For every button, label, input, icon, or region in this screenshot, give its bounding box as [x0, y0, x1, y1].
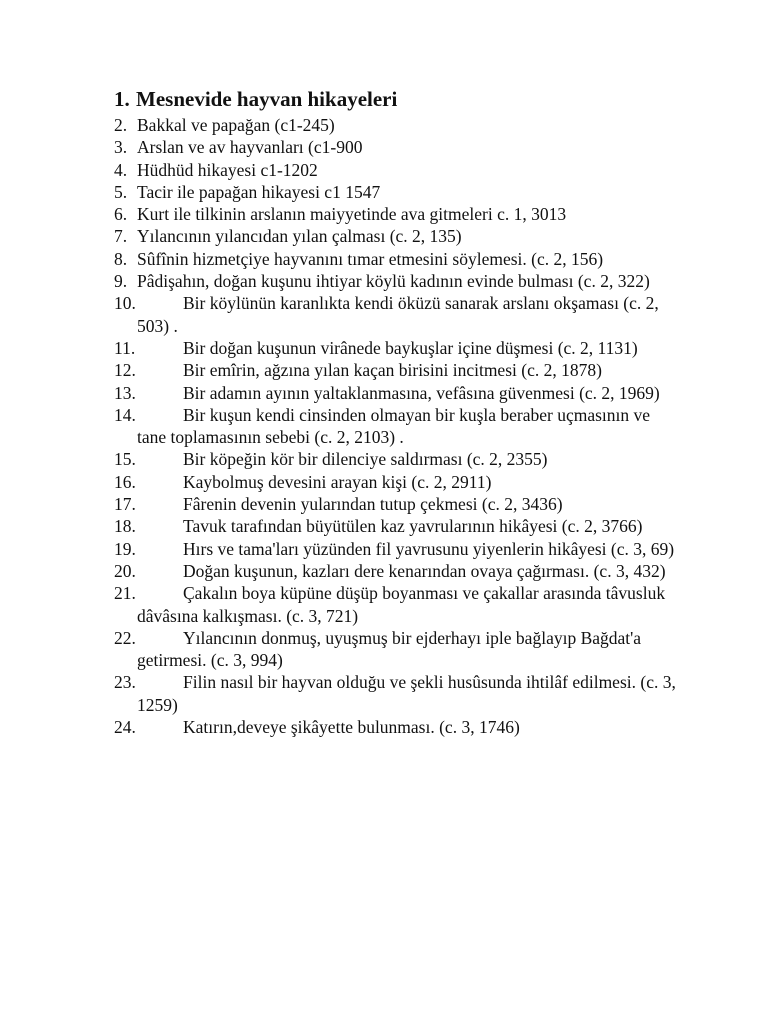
list-item: [114, 515, 679, 537]
list-item: [114, 671, 679, 716]
item-text: Fârenin devenin yularından tutup çekmesi (c. 2, 3436): [183, 494, 563, 515]
list-item: [114, 114, 679, 136]
item-text: Çakalın boya küpüne düşüp boyanması ve çakallar arasında tâvusluk dâvâsına kalkışması. (c. 3, 721): [137, 583, 666, 626]
list-item: [114, 582, 679, 627]
item-number: 12.: [114, 360, 136, 381]
item-text: Bir kuşun kendi cinsinden olmayan bir kuşla beraber uçmasının ve tane toplamasının sebebi (c. 2, 2103) .: [137, 404, 651, 448]
item-text: Hüdhüd hikayesi c1-1202: [137, 159, 318, 180]
list-item: [114, 292, 679, 337]
item-number: 19.: [114, 538, 136, 559]
item-number: 18.: [114, 516, 136, 537]
document-heading: [114, 86, 679, 112]
item-text: Hırs ve tama'ları yüzünden fil yavrusunu yiyenlerin hikâyesi (c. 3, 69): [183, 538, 675, 559]
list-item: [114, 359, 679, 381]
list-item: [114, 560, 679, 582]
list-item: [114, 627, 679, 672]
item-number: 21.: [114, 583, 136, 604]
item-number: 11.: [114, 337, 136, 358]
item-number: 8.: [114, 248, 128, 269]
list-item: [114, 181, 679, 203]
item-number: 14.: [114, 404, 136, 425]
list-item: [114, 471, 679, 493]
list-item: [114, 716, 679, 738]
list-item: [114, 225, 679, 247]
item-text: Kurt ile tilkinin arslanın maiyyetinde ava gitmeleri c. 1, 3013: [137, 204, 567, 225]
list-item: [114, 270, 679, 292]
item-number: 24.: [114, 717, 136, 738]
list-item: [114, 136, 679, 158]
list-item: [114, 248, 679, 270]
item-number: 4.: [114, 159, 128, 180]
item-text: Tavuk tarafından büyütülen kaz yavrularının hikâyesi (c. 2, 3766): [183, 516, 643, 537]
item-number: 15.: [114, 449, 136, 470]
list-item: [114, 159, 679, 181]
item-number: 16.: [114, 471, 136, 492]
list-item: [114, 382, 679, 404]
item-text: Bir emîrin, ağzına yılan kaçan birisini incitmesi (c. 2, 1878): [183, 360, 602, 381]
item-number: 20.: [114, 560, 136, 581]
story-list: [114, 114, 679, 738]
item-number: 5.: [114, 181, 128, 202]
item-number: 22.: [114, 627, 136, 648]
item-text: Bir köpeğin kör bir dilenciye saldırması (c. 2, 2355): [183, 449, 548, 470]
document-page: [114, 86, 679, 738]
item-number: 6.: [114, 204, 128, 225]
item-text: Yılancının donmuş, uyuşmuş bir ejderhayı iple bağlayıp Bağdat'a getirmesi. (c. 3, 994): [137, 627, 642, 671]
list-item: [114, 203, 679, 225]
item-text: Tacir ile papağan hikayesi c1 1547: [137, 181, 381, 202]
item-number: 9.: [114, 271, 128, 292]
item-text: Bir köylünün karanlıkta kendi öküzü sanarak arslanı okşaması (c. 2, 503) .: [137, 293, 659, 336]
item-number: 13.: [114, 382, 136, 403]
item-text: Bakkal ve papağan (c1-245): [137, 115, 335, 135]
list-item: [114, 448, 679, 470]
list-item: [114, 538, 679, 560]
item-text: Sûfînin hizmetçiye hayvanını tımar etmesini söylemesi. (c. 2, 156): [137, 248, 604, 269]
item-number: 23.: [114, 672, 136, 693]
item-text: Pâdişahın, doğan kuşunu ihtiyar köylü kadının evinde bulması (c. 2, 322): [137, 271, 650, 292]
item-text: Kaybolmuş devesini arayan kişi (c. 2, 2911): [183, 471, 492, 492]
item-number: 7.: [114, 226, 128, 247]
list-item: [114, 493, 679, 515]
heading-number: 1.: [114, 87, 130, 111]
item-text: Yılancının yılancıdan yılan çalması (c. 2, 135): [137, 226, 462, 247]
item-text: Bir doğan kuşunun virânede baykuşlar içine düşmesi (c. 2, 1131): [183, 337, 638, 358]
item-text: Filin nasıl bir hayvan olduğu ve şekli husûsunda ihtilâf edilmesi. (c. 3, 1259): [137, 672, 676, 715]
item-number: 17.: [114, 494, 136, 515]
item-number: 10.: [114, 293, 136, 314]
item-number: 3.: [114, 137, 128, 158]
list-item: [114, 337, 679, 359]
heading-title: Mesnevide hayvan hikayeleri: [136, 87, 398, 111]
list-item: [114, 404, 679, 449]
item-text: Doğan kuşunun, kazları dere kenarından ovaya çağırması. (c. 3, 432): [183, 560, 666, 581]
item-text: Katırın,deveye şikâyette bulunması. (c. 3, 1746): [183, 717, 520, 738]
item-number: 2.: [114, 115, 128, 135]
item-text: Bir adamın ayının yaltaklanmasına, vefâsına güvenmesi (c. 2, 1969): [183, 382, 660, 403]
item-text: Arslan ve av hayvanları (c1-900: [137, 137, 363, 158]
